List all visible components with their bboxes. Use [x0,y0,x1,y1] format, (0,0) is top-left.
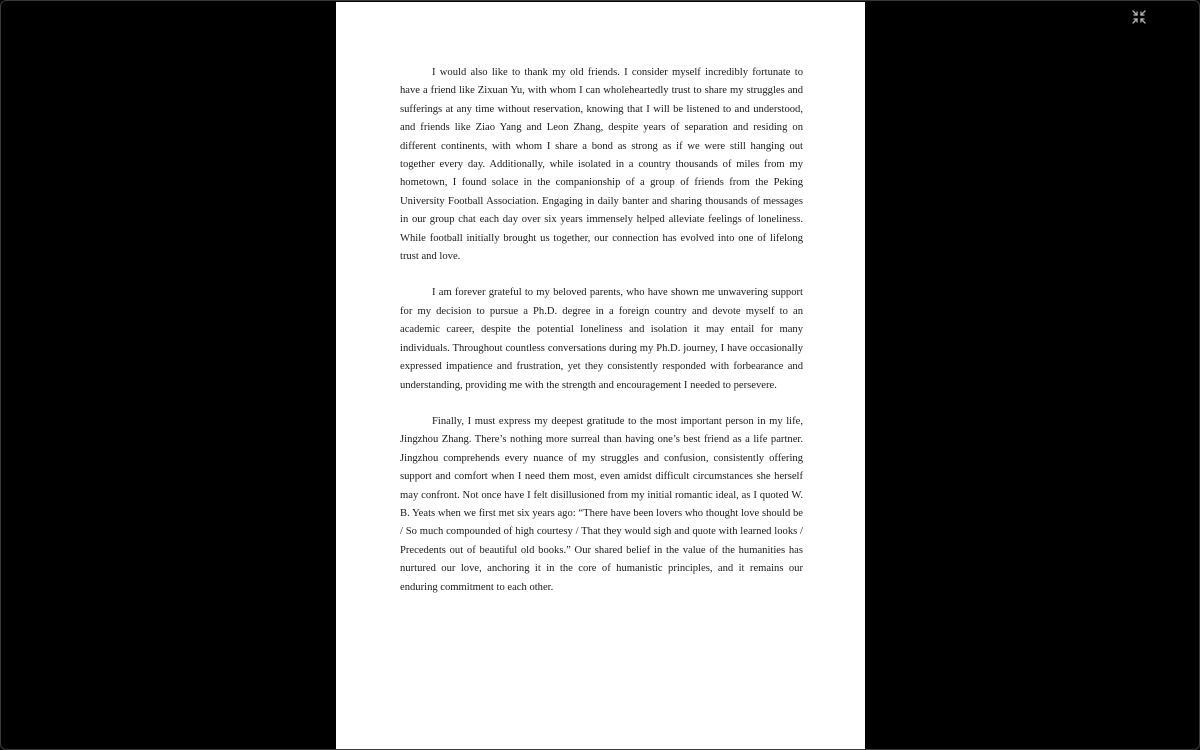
paragraph-partner: Finally, I must express my deepest gratitude to the most important person in my life, Jingzhou Zhang. There’s nothing more surreal than having one’s best friend as a life partner. Jingzhou comprehends every nuance of my struggles and confusion, consistently offering support and comfort when I need them most, even amidst difficult circumstances she herself may confront. Not once have I felt disillusioned from my initial romantic ideal, as I quoted W. B. Yeats when we first met six years ago: “There have been lovers who thought love should be / So much compounded of high courtesy / That they would sigh and quote with learned looks / Precedents out of beautiful old books.” Our shared belief in the value of the humanities has nurtured our love, anchoring it in the core of humanistic principles, and it remains our enduring commitment to each other. [400,415,803,593]
paragraph-friends: I would also like to thank my old friends. I consider myself incredibly fortunate to have a friend like Zixuan Yu, with whom I can wholeheartedly trust to share my struggles and sufferings at any time without reservation, knowing that I will be listened to and understood, and friends like Ziao Yang and Leon Zhang, despite years of separation and residing on different continents, with whom I share a bond as strong as if we were still hanging out together every day. Additionally, while isolated in a country thousands of miles from my hometown, I found solace in the companionship of a group of friends from the Peking University Football Association. Engaging in daily banter and sharing thousands of messages in our group chat each day over six years immensely helped alleviate feelings of loneliness. While football initially brought us together, our connection has evolved into one of lifelong trust and love. [400,67,803,263]
document-page [336,2,865,749]
exit-fullscreen-icon[interactable] [1132,10,1146,24]
paragraph-parents: I am forever grateful to my beloved parents, who have shown me unwavering support for my decision to pursue a Ph.D. degree in a foreign country and devote myself to an academic career, despite the potential loneliness and isolation it may entail for many individuals. Throughout countless conversations during my Ph.D. journey, I have occasionally expressed impatience and frustration, yet they consistently responded with forbearance and understanding, providing me with the strength and encouragement I needed to persevere. [400,287,803,391]
